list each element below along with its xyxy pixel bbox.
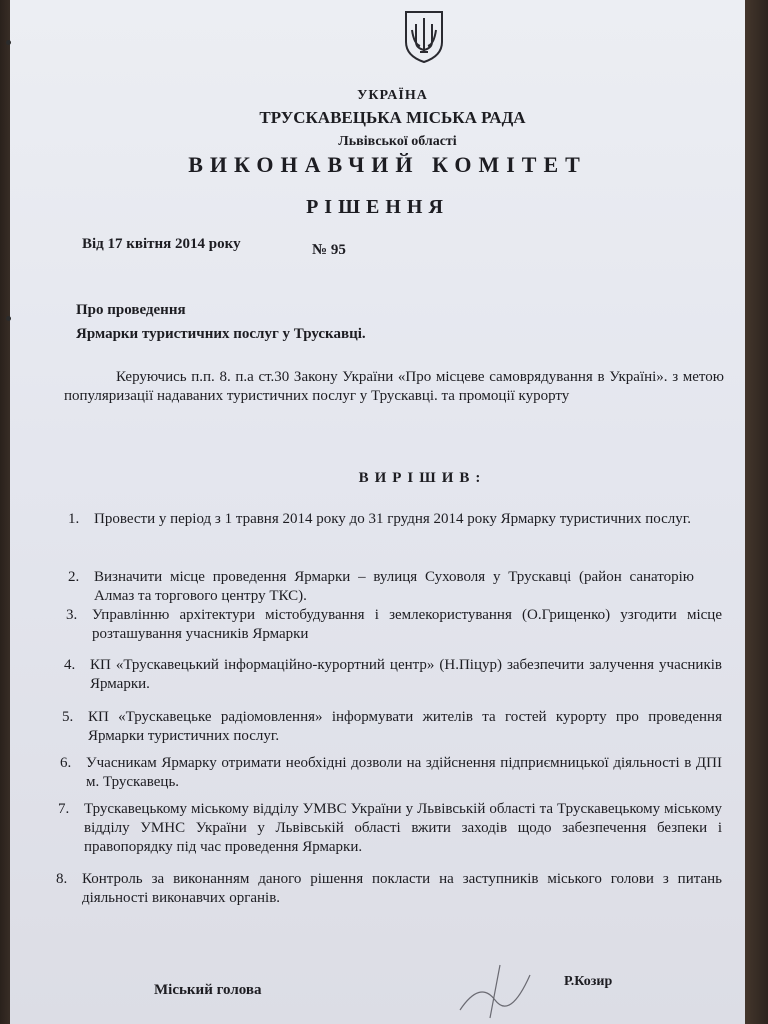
list-item	[68, 510, 724, 529]
signature-icon	[450, 960, 540, 1020]
council-heading: ТРУСКАВЕЦЬКА МІСЬКА РАДА	[259, 108, 526, 127]
committee-heading: ВИКОНАВЧИЙ КОМІТЕТ	[188, 152, 587, 177]
item-text: Учасникам Ярмарку отримати необхідні дозволи на здійснення підприємницької діяльності в ДПІ м. Трускавець.	[86, 755, 722, 790]
item-text: Трускавецькому міському відділу УМВС України у Львівській області та Трускавецькому міському відділу УМНС України у Львівській області вжити заходів щодо забезпечення безпеки і правопорядку під час проведення Ярмарки.	[84, 801, 722, 855]
resolved-heading: ВИРІШИВ:	[358, 470, 487, 486]
item-number: 3.	[66, 607, 78, 623]
list-item	[62, 708, 722, 746]
punch-hole	[6, 40, 11, 45]
item-text: Управлінню архітектури містобудування і землекористування (О.Грищенко) узгодити місце розташування учасників Ярмарки	[92, 607, 722, 642]
signatory-name: Р.Козир	[564, 974, 613, 989]
list-item	[56, 870, 722, 908]
item-text: КП «Трускавецький інформаційно-курортний центр» (Н.Піцур) забезпечити залучення учасників Ярмарки.	[90, 657, 722, 692]
list-item	[60, 754, 722, 792]
region-heading: Львівської області	[338, 134, 457, 149]
coat-of-arms-icon	[402, 8, 446, 64]
list-item	[68, 568, 694, 606]
document-subject	[76, 298, 366, 346]
item-text: Контроль за виконанням даного рішення покласти на заступників міського голови з питань діяльності виконавчих органів.	[82, 871, 722, 906]
list-item	[64, 656, 722, 694]
list-item	[58, 800, 722, 857]
preamble-paragraph: Керуючись п.п. 8. п.а ст.30 Закону України «Про місцеве самоврядування в Україні». з метою популяризації надаваних туристичних послуг у Трускавці. та промоції курорту	[64, 369, 724, 404]
subject-line-1: Про проведення	[76, 302, 186, 318]
item-number: 6.	[60, 755, 72, 771]
country-heading: УКРАЇНА	[357, 88, 428, 103]
list-item	[66, 606, 722, 644]
subject-line-2: Ярмарки туристичних послуг у Трускавці.	[76, 326, 366, 342]
item-number: 2.	[68, 569, 80, 585]
item-text: КП «Трускавецьке радіомовлення» інформувати жителів та гостей курорту про проведення Ярмарки туристичних послуг.	[88, 709, 722, 744]
item-number: 8.	[56, 871, 68, 887]
document-date: Від 17 квітня 2014 року	[82, 236, 241, 252]
document-type-heading: РІШЕННЯ	[306, 196, 449, 218]
document-number: № 95	[312, 242, 346, 258]
item-number: 5.	[62, 709, 74, 725]
item-number: 7.	[58, 801, 70, 817]
item-number: 1.	[68, 511, 80, 527]
item-number: 4.	[64, 657, 76, 673]
item-text: Провести у період з 1 травня 2014 року до 31 грудня 2014 року Ярмарку туристичних послуг.	[94, 511, 691, 527]
punch-hole	[6, 316, 11, 321]
signatory-title: Міський голова	[154, 982, 262, 998]
item-text: Визначити місце проведення Ярмарки – вулиця Суховоля у Трускавці (район санаторію Алмаз та торгового центру ТКС).	[94, 569, 694, 604]
document-page	[10, 0, 745, 1024]
